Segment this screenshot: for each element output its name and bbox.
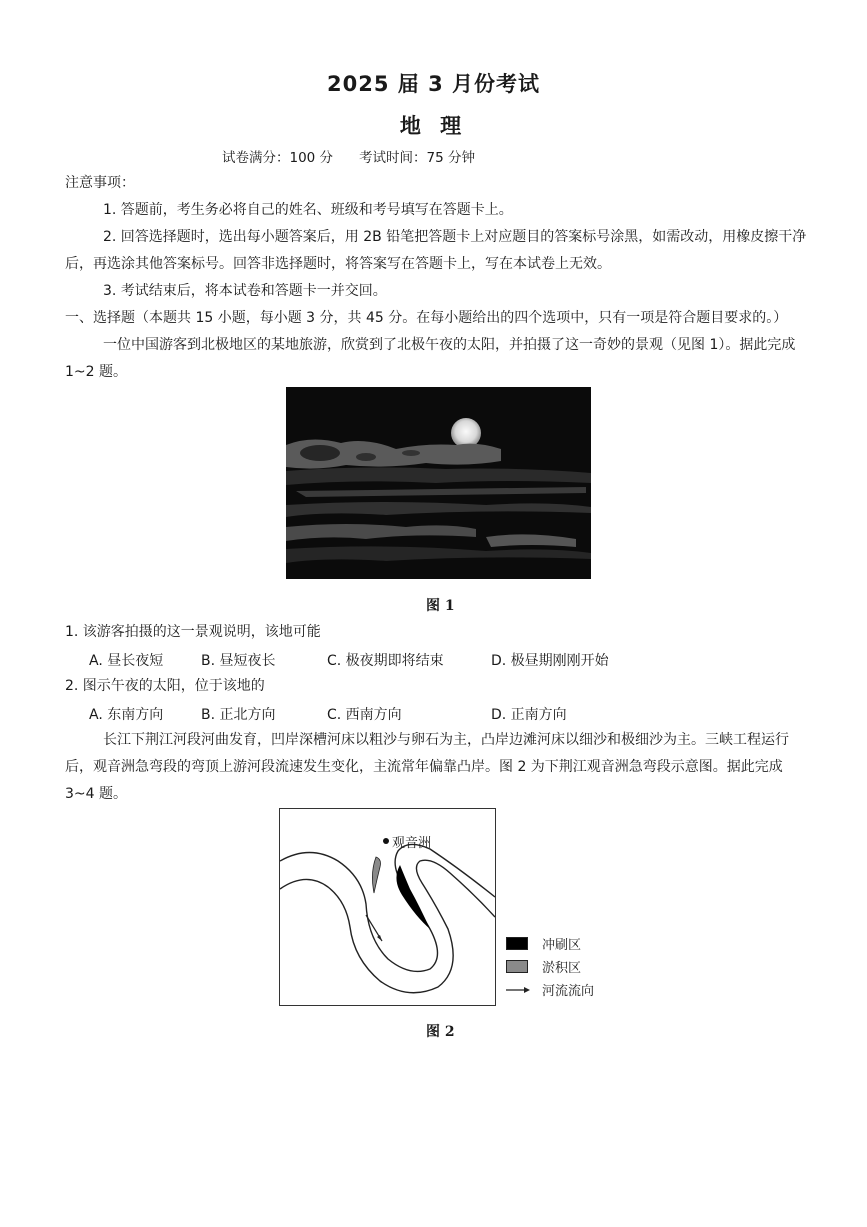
river-bend-map: [279, 808, 496, 1006]
river-outer-bank: [280, 844, 495, 971]
question-1-stem: 1. 该游客拍摄的这一景观说明，该地可能: [65, 624, 321, 640]
q2-option-b: B. 正北方向: [201, 707, 276, 723]
flow-arrow-icon: [506, 984, 528, 995]
legend-flow-label: 河流流向: [542, 984, 595, 999]
passage-1: 一位中国游客到北极地区的某地旅游，欣赏到了北极午夜的太阳，并拍摄了这一奇妙的景观（见图 1）。据此完成 1~2 题。: [65, 337, 796, 380]
q1-option-a: A. 昼长夜短: [89, 653, 164, 669]
river-inner-bank: [280, 860, 495, 993]
place-label: 观音洲: [392, 836, 432, 851]
erosion-swatch: [506, 937, 528, 950]
legend-flow: [506, 980, 594, 999]
q1-option-c: C. 极夜期即将结束: [327, 653, 444, 669]
figure-1-caption: 图 1: [426, 598, 455, 614]
legend-erosion: [506, 934, 581, 953]
notice-item-3: 3. 考试结束后，将本试卷和答题卡一并交回。: [103, 283, 387, 299]
full-score: 试卷满分：100 分: [222, 150, 334, 166]
exam-meta: [222, 146, 475, 166]
deposition-zone: [372, 857, 380, 893]
midnight-sun-illustration: [286, 387, 591, 579]
question-2-stem: 2. 图示午夜的太阳，位于该地的: [65, 678, 265, 694]
q2-option-d: D. 正南方向: [491, 707, 567, 723]
q2-option-a: A. 东南方向: [89, 707, 164, 723]
passage-2: 长江下荆江河段河曲发育，凹岸深槽河床以粗沙与卵石为主，凸岸边滩河床以细沙和极细沙为主。三峡工程运行后，观音洲急弯段的弯顶上游河段流速发生变化，主流常年偏靠凸岸。图 2 为下荆江观音洲急弯段示意图。据此完成 3~4 题。: [65, 732, 789, 802]
q2-option-c: C. 西南方向: [327, 707, 402, 723]
exam-time: 考试时间：75 分钟: [359, 150, 476, 166]
figure-2-caption: 图 2: [426, 1024, 455, 1040]
guanyinzhou-marker: [383, 838, 389, 844]
q1-option-d: D. 极昼期刚刚开始: [491, 653, 609, 669]
q1-option-b: B. 昼短夜长: [201, 653, 276, 669]
exam-title: 2025 届 3 月份考试: [327, 72, 540, 96]
legend-deposition-label: 淤积区: [542, 961, 582, 976]
subject-title: 地 理: [399, 114, 468, 138]
legend-erosion-label: 冲刷区: [542, 938, 582, 953]
deposition-swatch: [506, 960, 528, 973]
legend-deposition: [506, 957, 581, 976]
notice-item-1: 1. 答题前，考生务必将自己的姓名、班级和考号填写在答题卡上。: [103, 202, 513, 218]
sun-icon: [451, 418, 481, 448]
section-heading: 一、选择题（本题共 15 小题，每小题 3 分，共 45 分。在每小题给出的四个选项中，只有一项是符合题目要求的。）: [65, 310, 788, 326]
notice-heading: 注意事项：: [65, 175, 135, 191]
erosion-zone: [396, 865, 430, 929]
river-bend-diagram: [280, 809, 495, 1005]
midnight-sun-photo: [286, 387, 591, 579]
notice-item-2: 2. 回答选择题时，选出每小题答案后，用 2B 铅笔把答题卡上对应题目的答案标号涂黑，如需改动，用橡皮擦干净后，再选涂其他答案标号。回答非选择题时，将答案写在答题卡上，写在本试卷上无效。: [65, 229, 807, 272]
